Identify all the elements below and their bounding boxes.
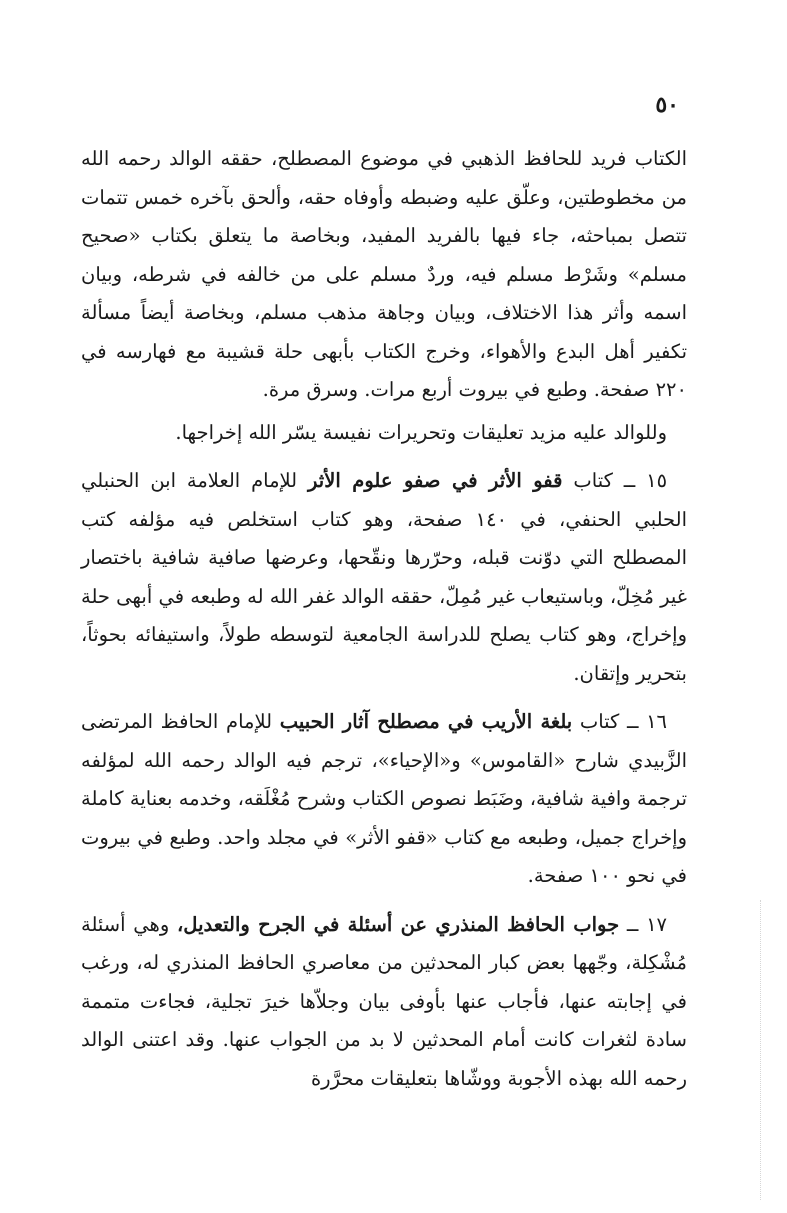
intro-paragraph: الكتاب فريد للحافظ الذهبي في موضوع المصطلح، حققه الوالد رحمه الله من مخطوطتين، وعلّق عليه وضبطه وأوفاه حقه، وألحق بآخره خمس تتمات تتصل بمباحثه، جاء فيها بالفريد المفيد، وبخاصة ما يتعلق بكتاب «صحيح مسلم» وشَرْط مسلم فيه، وردٌ مسلم على من خالفه في شرطه، وبيان اسمه وأثر هذا الاختلاف، وبيان وجاهة مذهب مسلم، وبخاصة أيضاً مسألة تكفير أهل البدع والأهواء، وخرج الكتاب بأبهى حلة قشيبة مع فهارسه في ٢٢٠ صفحة. وطبع في بيروت أربع مرات. وسرق مرة. bbox=[81, 147, 687, 401]
page-body bbox=[81, 140, 687, 1098]
item-15 bbox=[81, 462, 687, 693]
item-16-prefix: كتاب bbox=[579, 710, 620, 733]
item-17-number: ١٧ ــ bbox=[626, 912, 668, 936]
item-16-title: بلغة الأريب في مصطلح آثار الحبيب bbox=[279, 710, 573, 733]
item-15-body: للإمام العلامة ابن الحنبلي الحلبي الحنفي، في ١٤٠ صفحة، وهو كتاب استخلص فيه مؤلفه كتب المصطلح التي دوّنت قبله، وحرّرها ونقّحها، وعرضها صافية شافية باختصار غير مُخِلّ، وباستيعاب غير مُمِلّ، حققه الوالد غفر الله له وطبعه في أبهى حلة وإخراج، وهو كتاب يصلح للدراسة الجامعية لتوسطه طولاً، واستيفائه بحوثاً، بتحرير وإتقان. bbox=[81, 469, 688, 685]
item-15-prefix: كتاب bbox=[573, 469, 613, 492]
item-17 bbox=[81, 906, 687, 1099]
item-17-body: وهي أسئلة مُشْكِلة، وجّهها بعض كبار المحدثين من معاصري الحافظ المنذري له، ورغب في إجابته عنها، فأجاب عنها بأوفى بيان وجلاّها خيرَ تجلية، فجاءت متممة سادة لثغرات كانت أمام المحدثين لا بد من الجواب عنها. وقد اعتنى الوالد رحمه الله بهذه الأجوبة ووشّاها بتعليقات محرَّرة bbox=[81, 912, 687, 1090]
item-16-number: ١٦ ــ bbox=[626, 710, 668, 733]
page-number: ٥٠ bbox=[655, 92, 679, 118]
item-15-title: قفو الأثر في صفو علوم الأثر bbox=[308, 469, 563, 492]
item-16 bbox=[81, 703, 687, 896]
item-17-title: جواب الحافظ المنذري عن أسئلة في الجرح والتعديل، bbox=[177, 912, 620, 936]
note-paragraph: وللوالد عليه مزيد تعليقات وتحريرات نفيسة يسّر الله إخراجها. bbox=[175, 420, 667, 444]
scan-margin-artifact bbox=[760, 900, 763, 1200]
item-15-number: ١٥ ــ bbox=[623, 469, 668, 492]
item-16-body: للإمام الحافظ المرتضى الزَّبيدي شارح «القاموس» و«الإحياء»، ترجم فيه الوالد رحمه الله لمؤلفه ترجمة وافية شافية، وضَبَط نصوص الكتاب وشرح مُغْلَقه، وخدمه بعناية كاملة وإخراج جميل، وطبعه مع كتاب «قفو الأثر» في مجلد واحد. وطبع في بيروت في نحو ١٠٠ صفحة. bbox=[81, 710, 687, 887]
